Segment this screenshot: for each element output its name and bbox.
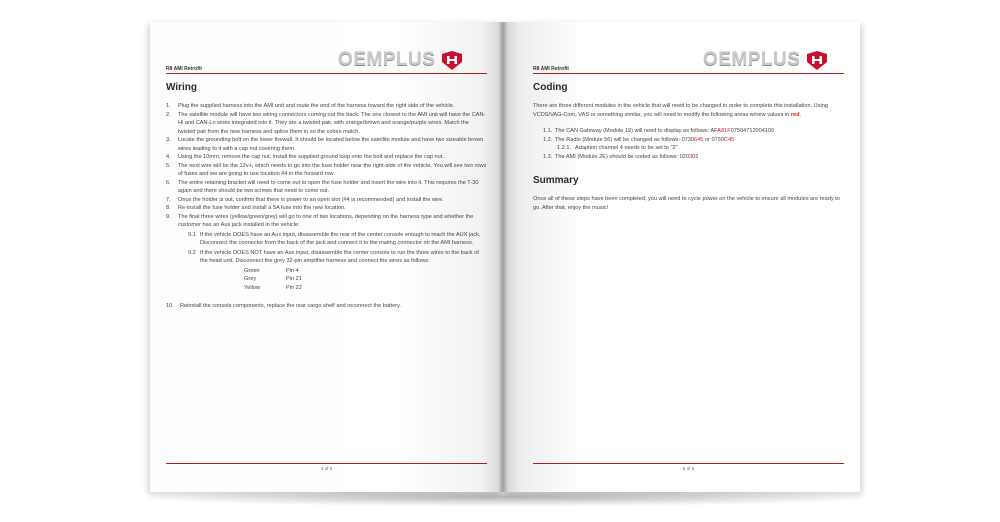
logo-badge-icon <box>805 50 829 70</box>
list-item: 7. Once the holder is out, confirm that there is power to an open slot (#4 is recommended) and install the wire. <box>166 196 444 203</box>
oemplus-logo <box>703 49 829 71</box>
substep-9-1: 9.1 If the vehicle DOES have an Aux input, disassemble the rear of the center console enough to reach the AUX jack. Disconnect the connector from the back of the jack and connect it to the mating connector on the AMI harness. <box>188 231 481 246</box>
coding-list <box>533 127 844 161</box>
code-item-ami: 1.3. The AMI (Module 2E) should be coded as follows: 020302 <box>543 153 699 160</box>
summary-text: Once all of these steps have been completed, you will need to cycle power on the vehicle to ensure all modules are ready to go. After that, enjoy the music! <box>533 196 840 211</box>
list-item: 8. Re-install the fuse holder and install a 5A fuse into the new location. <box>166 205 346 211</box>
wire-row: Yellow Pin 22 <box>244 284 302 291</box>
coding-section <box>533 80 844 212</box>
section-heading-coding: Coding <box>533 82 568 93</box>
code-item-radio: 1.2. The Radio (Module 56) will be changed as follows: 0730645 or 0730C45 <box>543 136 735 143</box>
page-header: R8 AMI Retrofit <box>166 66 202 72</box>
wire-row: Green Pin 4 <box>244 267 299 274</box>
list-item: 10. Reinstall the console components, replace the rear cargo shelf and reconnect the battery. <box>166 303 401 309</box>
logo-text: OEMPLUS <box>338 49 436 70</box>
code-item-adaption: 1.2.1. Adaption channel 4 needs to be set to "2". <box>557 145 680 151</box>
page-number: 4 of 5 <box>320 466 333 471</box>
wire-pin-table <box>244 267 487 293</box>
list-item: 2. The satellite module will have two wiring connectors coming out the back. The one closest to the AMI unit will have the CAN-Hi and CAN-Lo wires integrated into it. They are a twisted pair, with orange/brown and orange/purple wires. Match the twisted pair from the new harness and splice them in so the colors match. <box>166 111 486 135</box>
page-number: 5 of 5 <box>682 466 695 471</box>
footer-rule <box>166 463 487 464</box>
list-item: 3. Locate the grounding bolt on the lower firewall. It should be located below the satellite module and have two sizeable brown wires leading to it with a cap nut covering them. <box>166 137 484 152</box>
section-heading-wiring: Wiring <box>166 82 198 93</box>
wiring-steps <box>166 102 487 311</box>
logo-text: OEMPLUS <box>703 49 801 70</box>
left-page <box>150 22 503 492</box>
page-header: R8 AMI Retrofit <box>533 66 569 72</box>
list-item: 1. Plug the supplied harness into the AMI unit and route the end of the harness toward the right side of the vehicle. <box>166 103 455 109</box>
wiring-section <box>166 80 487 311</box>
list-item: 9. The final three wires (yellow/green/grey) will go to one of two locations, depending on the harness type and whether the customer has an Aux jack installed in the vehicle: 9.1 If the vehicle DOES have an Aux input, disassemble the rear of the center console enough to reach the AUX jack. Disconnect the connector from the back of the jack and connect it to the mating connector on the AMI harness. 9.2 If the vehicle DOES NOT have an Aux input, disassemble the center console to run the three wires to the back of the head unit. Disconnect the grey 32-pin amplifier harness and connect the wires as follows: Green Pin 4 Grey Pin 21 Yellow Pin 22 <box>166 213 487 293</box>
oemplus-logo <box>338 49 464 71</box>
section-heading-summary: Summary <box>533 175 579 186</box>
logo-badge-icon <box>440 50 464 70</box>
substep-9-2: 9.2 If the vehicle DOES NOT have an Aux input, disassemble the center console to run the three wires to the back of the head unit. Disconnect the grey 32-pin amplifier harness and connect the wires as follows: Green Pin 4 Grey Pin 21 Yellow Pin 22 <box>178 249 487 293</box>
code-item-gateway: 1.1. The CAN Gateway (Module 19) will need to display as follows: AFA81F07504712004100 <box>543 128 775 134</box>
coding-intro: There are three different modules in the vehicle that will need to be changed in order to complete this installation. Using VCDS/VAG-Com, VAS or something similar, you will need to modify the following areas w/new values in red. <box>533 103 828 118</box>
list-item: 6. The entire retaining bracket will need to come out to open the fuse holder and insert the wire into it. This requires the T-30 again and there should be two screws that need to come out. <box>166 179 479 194</box>
header-rule <box>166 73 487 74</box>
book-spine <box>499 22 507 492</box>
list-item: 4. Using the 10mm, remove the cap nut, install the supplied ground loop onto the bolt and replace the cap nut. <box>166 154 444 160</box>
wire-row: Grey Pin 21 <box>244 276 302 282</box>
header-rule <box>533 73 844 74</box>
list-item: 5. The next wire will be the 12v+, which needs to go into the fuse holder near the right-side of the vehicle. You will see two rows of fuses and we are going to use location #4 in the forward row. <box>166 162 487 177</box>
footer-rule <box>533 463 844 464</box>
right-page <box>503 22 860 492</box>
